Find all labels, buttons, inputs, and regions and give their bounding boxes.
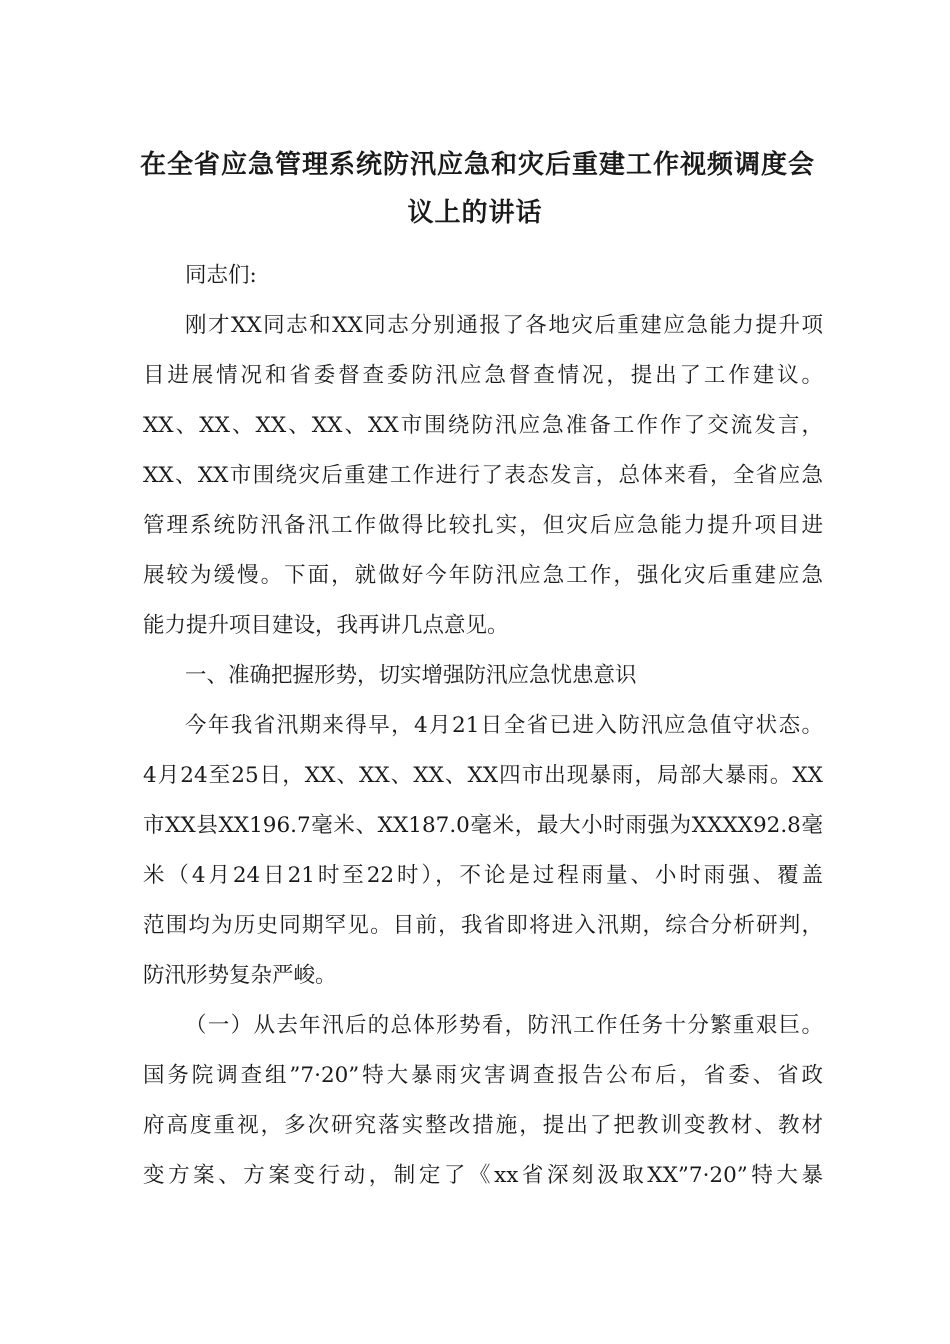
paragraph-line: XX、XX市围绕灾后重建工作进行了表态发言，总体来看，全省应急 bbox=[143, 463, 823, 488]
paragraph-line: 4月24至25日，XX、XX、XX、XX四市出现暴雨，局部大暴雨。XX bbox=[143, 763, 823, 788]
paragraph-line: 米（4月24日21时至22时），不论是过程雨量、小时雨强、覆盖 bbox=[143, 863, 823, 888]
paragraph-line: 府高度重视，多次研究落实整改措施，提出了把教训变教材、教材 bbox=[143, 1113, 823, 1138]
paragraph-line: 刚才XX同志和XX同志分别通报了各地灾后重建应急能力提升项 bbox=[185, 313, 823, 338]
paragraph-line: 防汛形势复杂严峻。 bbox=[143, 963, 337, 988]
paragraph-line: 今年我省汛期来得早，4月21日全省已进入防汛应急值守状态。 bbox=[185, 713, 823, 738]
paragraph-line: 管理系统防汛备汛工作做得比较扎实，但灾后应急能力提升项目进 bbox=[143, 513, 823, 538]
salutation: 同志们: bbox=[185, 263, 257, 288]
paragraph-line: 市XX县XX196.7毫米、XX187.0毫米，最大小时雨强为XXXX92.8毫 bbox=[143, 813, 823, 838]
subsection-line: （一）从去年汛后的总体形势看，防汛工作任务十分繁重艰巨。 bbox=[185, 1013, 823, 1038]
paragraph-line: XX、XX、XX、XX、XX市围绕防汛应急准备工作作了交流发言， bbox=[143, 413, 823, 438]
paragraph-line: 范围均为历史同期罕见。目前，我省即将进入汛期，综合分析研判， bbox=[143, 913, 823, 938]
paragraph-line: 目进展情况和省委督查委防汛应急督查情况，提出了工作建议。 bbox=[143, 363, 823, 388]
paragraph-line: 国务院调查组”7·20”特大暴雨灾害调查报告公布后，省委、省政 bbox=[143, 1063, 823, 1088]
paragraph-line: 变方案、方案变行动，制定了《xx省深刻汲取XX”7·20”特大暴 bbox=[143, 1163, 823, 1188]
paragraph-line: 展较为缓慢。下面，就做好今年防汛应急工作，强化灾后重建应急 bbox=[143, 563, 823, 588]
document-title-line-1: 在全省应急管理系统防汛应急和灾后重建工作视频调度会 bbox=[140, 150, 816, 180]
document-title-line-2: 议上的讲话 bbox=[407, 198, 543, 228]
paragraph-line: 能力提升项目建设，我再讲几点意见。 bbox=[143, 613, 509, 638]
section-heading: 一、准确把握形势，切实增强防汛应急忧患意识 bbox=[185, 663, 637, 688]
